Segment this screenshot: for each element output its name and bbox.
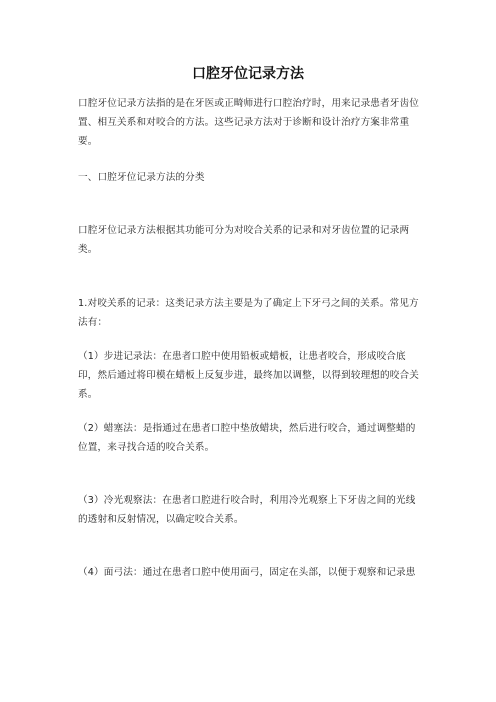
- classification-paragraph: 口腔牙位记录方法根据其功能可分为对咬合关系的记录和对牙齿位置的记录两类。: [78, 225, 410, 255]
- section-heading: 一、口腔牙位记录方法的分类: [78, 172, 205, 183]
- occlusion-record-paragraph: 1.对咬关系的记录：这类记录方法主要是为了确定上下牙弓之间的关系。常见方法有：: [78, 298, 419, 328]
- method-wax-plug-paragraph: （2）蜡塞法：是指通过在患者口腔中垫放蜡块，然后进行咬合，通过调整蜡的位置，来寻找合适的咬合关系。: [78, 423, 416, 453]
- document-title: 口腔牙位记录方法: [192, 66, 304, 82]
- intro-paragraph: 口腔牙位记录方法指的是在牙医或正畸师进行口腔治疗时，用来记录患者牙齿位置、相互关系和对咬合的方法。这些记录方法对于诊断和设计治疗方案非常重要。: [78, 98, 420, 147]
- method-face-bow-paragraph: （4）面弓法：通过在患者口腔中使用面弓，固定在头部，以便于观察和记录患: [78, 567, 416, 578]
- method-cold-light-paragraph: （3）冷光观察法：在患者口腔进行咬合时，利用冷光观察上下牙齿之间的光线的透射和反射情况，以确定咬合关系。: [78, 495, 416, 525]
- method-step-recording-paragraph: （1）步进记录法：在患者口腔中使用铅板或蜡板，让患者咬合，形成咬合底印，然后通过将印模在蜡板上反复步进，最终加以调整，以得到较理想的咬合关系。: [78, 351, 420, 400]
